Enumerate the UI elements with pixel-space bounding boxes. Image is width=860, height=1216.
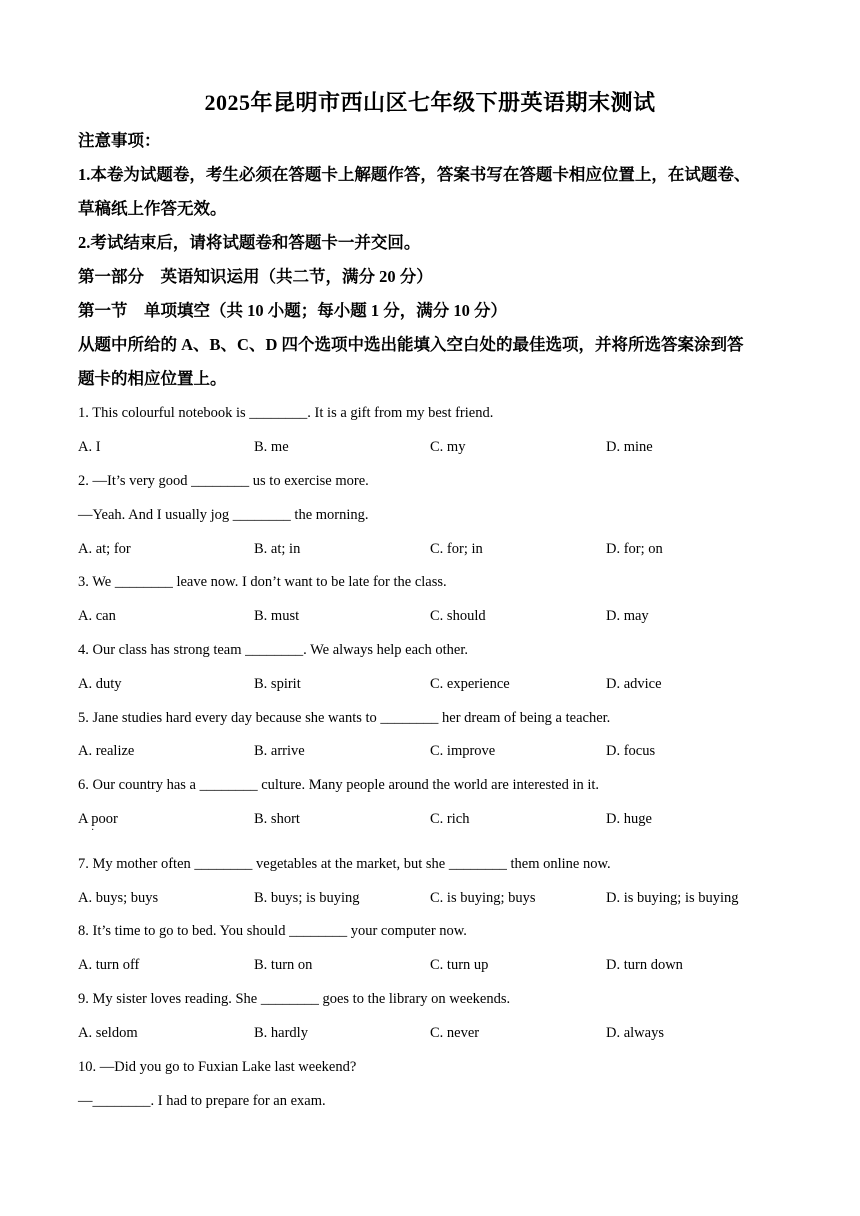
option-d: D. may xyxy=(606,608,649,624)
option-c: C. improve xyxy=(430,743,496,759)
option-d: D. always xyxy=(606,1025,664,1041)
question-stem: 4. Our class has strong team ________. We always help each other. xyxy=(78,642,468,658)
option-a: A. I xyxy=(78,439,101,455)
option-c: C. experience xyxy=(430,676,510,692)
option-b: B. turn on xyxy=(254,957,313,973)
question-stem: 3. We ________ leave now. I don’t want to be late for the class. xyxy=(78,574,447,590)
notice-item-1-line2: 草稿纸上作答无效。 xyxy=(78,199,227,218)
option-c: C. rich xyxy=(430,811,470,827)
option-a: A. buys; buys xyxy=(78,890,159,906)
option-a: A. turn off xyxy=(78,957,140,973)
option-c: C. turn up xyxy=(430,957,489,973)
option-d: D. mine xyxy=(606,439,653,455)
question-stem: 1. This colourful notebook is ________. It is a gift from my best friend. xyxy=(78,405,494,421)
question-stem: 9. My sister loves reading. She ________ goes to the library on weekends. xyxy=(78,991,511,1007)
option-a: A. at; for xyxy=(78,541,131,557)
instruction-line1: 从题中所给的 A、B、C、D 四个选项中选出能填入空白处的最佳选项，并将所选答案涂到答 xyxy=(78,335,744,354)
question-stem: 8. It’s time to go to bed. You should ________ your computer now. xyxy=(78,923,467,939)
question-stem: 6. Our country has a ________ culture. Many people around the world are interested in it. xyxy=(78,777,600,793)
instruction-line2: 题卡的相应位置上。 xyxy=(78,369,227,388)
option-b: B. arrive xyxy=(254,743,305,759)
option-c: C. for; in xyxy=(430,541,483,557)
option-d: D. advice xyxy=(606,676,662,692)
option-a: A. seldom xyxy=(78,1025,138,1041)
option-c: C. my xyxy=(430,439,466,455)
option-b: B. me xyxy=(254,439,289,455)
question-stem: 7. My mother often ________ vegetables at the market, but she ________ them online now. xyxy=(78,856,611,872)
notice-heading: 注意事项： xyxy=(78,131,161,150)
notice-item-2: 2.考试结束后，请将试题卷和答题卡一并交回。 xyxy=(78,233,421,252)
option-c: C. should xyxy=(430,608,486,624)
question-stem-reply: —Yeah. And I usually jog ________ the morning. xyxy=(78,507,369,523)
option-c: C. never xyxy=(430,1025,480,1041)
option-a: A poor xyxy=(78,811,118,827)
option-b: B. buys; is buying xyxy=(254,890,360,906)
question-stem: 10. —Did you go to Fuxian Lake last weekend? xyxy=(78,1059,357,1075)
notice-item-1-line1: 1.本卷为试题卷，考生必须在答题卡上解题作答，答案书写在答题卡相应位置上，在试题卷、 xyxy=(78,165,751,184)
stray-dot: · xyxy=(91,825,95,836)
option-d: D. is buying; is buying xyxy=(606,890,739,906)
option-d: D. focus xyxy=(606,743,656,759)
question-stem: 2. —It’s very good ________ us to exercise more. xyxy=(78,473,369,489)
option-a: A. can xyxy=(78,608,116,624)
option-a: A. realize xyxy=(78,743,135,759)
option-b: B. short xyxy=(254,811,300,827)
section-heading: 第一节 单项填空（共 10 小题；每小题 1 分，满分 10 分） xyxy=(78,301,507,320)
option-d: D. huge xyxy=(606,811,652,827)
option-b: B. hardly xyxy=(254,1025,308,1041)
question-stem: 5. Jane studies hard every day because she wants to ________ her dream of being a teacher. xyxy=(78,710,611,726)
option-d: D. turn down xyxy=(606,957,683,973)
exam-title: 2025年昆明市西山区七年级下册英语期末测试 xyxy=(204,90,656,115)
part-heading: 第一部分 英语知识运用（共二节，满分 20 分） xyxy=(78,267,433,286)
option-b: B. at; in xyxy=(254,541,301,557)
option-a: A. duty xyxy=(78,676,122,692)
question-stem-reply: —________. I had to prepare for an exam. xyxy=(78,1093,326,1109)
option-b: B. must xyxy=(254,608,300,624)
option-d: D. for; on xyxy=(606,541,663,557)
option-b: B. spirit xyxy=(254,676,301,692)
option-c: C. is buying; buys xyxy=(430,890,536,906)
